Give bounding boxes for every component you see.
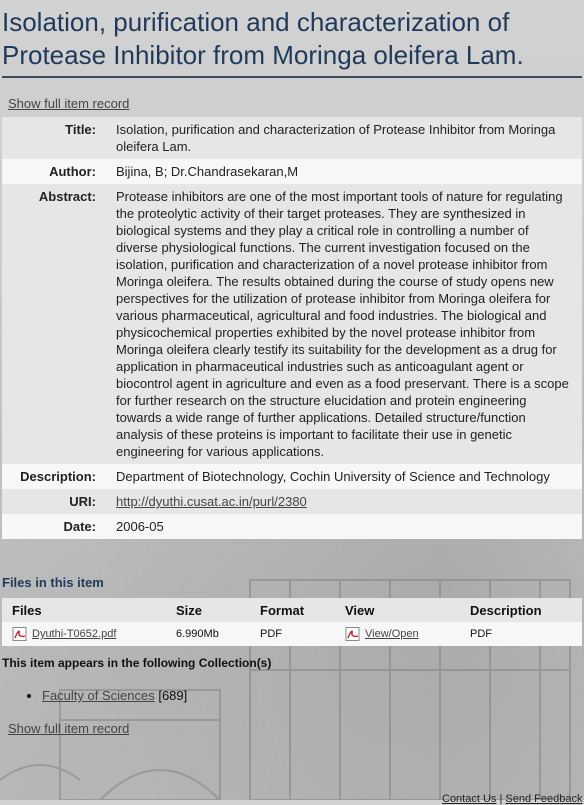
metadata-label: Date: [63, 519, 96, 534]
metadata-row-abstract [2, 184, 582, 464]
pdf-icon[interactable] [345, 627, 361, 641]
pdf-icon[interactable] [12, 627, 28, 641]
send-feedback-link[interactable]: Send Feedback [505, 793, 583, 805]
footer-separator: | [499, 793, 503, 805]
metadata-value-date: 2006-05 [116, 519, 164, 534]
files-col-view: View [335, 598, 460, 622]
files-header-row [2, 598, 582, 622]
metadata-value-author: Bijina, B; Dr.Chandrasekaran,M [116, 164, 299, 179]
files-heading: Files in this item [2, 575, 104, 590]
metadata-row-uri [2, 489, 582, 514]
metadata-row-date [2, 514, 582, 539]
file-link[interactable]: Dyuthi-T0652.pdf [32, 627, 117, 640]
files-col-files: Files [2, 598, 166, 622]
uri-link[interactable]: http://dyuthi.cusat.ac.in/purl/2380 [116, 494, 307, 509]
table-row [2, 622, 582, 646]
title-divider [2, 76, 582, 78]
file-description: PDF [460, 622, 582, 646]
footer [442, 793, 582, 805]
metadata-label: Author: [49, 164, 96, 179]
file-view-cell [335, 622, 460, 646]
file-format: PDF [250, 622, 335, 646]
page-title: Isolation, purification and characterization of Protease Inhibitor from Moringa oleifera Lam. [2, 7, 524, 70]
collection-link[interactable]: Faculty of Sciences [42, 688, 155, 703]
file-size: 6.990Mb [166, 622, 250, 646]
metadata-row-author [2, 159, 582, 184]
file-name-cell [2, 622, 166, 646]
contact-us-link[interactable]: Contact Us [442, 793, 497, 805]
metadata-table [2, 117, 582, 539]
metadata-label: URI: [69, 494, 96, 509]
collections-list [42, 688, 584, 703]
list-item [42, 688, 584, 703]
metadata-row-title [2, 117, 582, 159]
collections-heading: This item appears in the following Collection(s) [2, 656, 272, 670]
metadata-value-title: Isolation, purification and characterization of Protease Inhibitor from Moringa oleifera Lam. [116, 122, 556, 154]
view-open-link[interactable]: View/Open [365, 627, 419, 640]
show-full-record-link[interactable]: Show full item record [8, 96, 130, 111]
show-full-record-link-bottom[interactable]: Show full item record [8, 721, 130, 736]
metadata-value-abstract: Protease inhibitors are one of the most important tools of nature for regulating the proteolytic activity of their target proteases. They are synthesized in biological systems and they play a critical role in controlling a number of diverse physiological functions. The current investigation focused on the isolation, purification and characterization of a novel protease inhibitor from Moringa oleifera. The results obtained during the course of study opens new perspectives for the utilization of protease inhibitor from Moringa oleifera for various pharmaceutical, agricultural and food industries. The biological and physicochemical properties exhibited by the novel protease inhibitor from Moringa oleifera clearly testify its suitability for the development as a drug for application in pharmaceutical industries such as anticoagulant agent or biocontrol agent in agriculture and even as a food preservant. There is a scope for further research on the structure elucidation and protein engineering towards a wide range of further applications. Detailed structure/function analysis of these proteins is important to facilitate their use in genetic engineering for various applications. [116, 189, 569, 459]
metadata-label: Abstract: [38, 189, 96, 204]
metadata-label: Description: [20, 469, 96, 484]
files-col-description: Description [460, 598, 582, 622]
metadata-value-description: Department of Biotechnology, Cochin University of Science and Technology [116, 469, 550, 484]
collection-count: [689] [158, 688, 188, 703]
metadata-value-uri-cell [110, 489, 582, 514]
files-col-format: Format [250, 598, 335, 622]
metadata-label: Title: [65, 122, 96, 137]
metadata-row-description [2, 464, 582, 489]
files-table [2, 598, 582, 646]
files-col-size: Size [166, 598, 250, 622]
